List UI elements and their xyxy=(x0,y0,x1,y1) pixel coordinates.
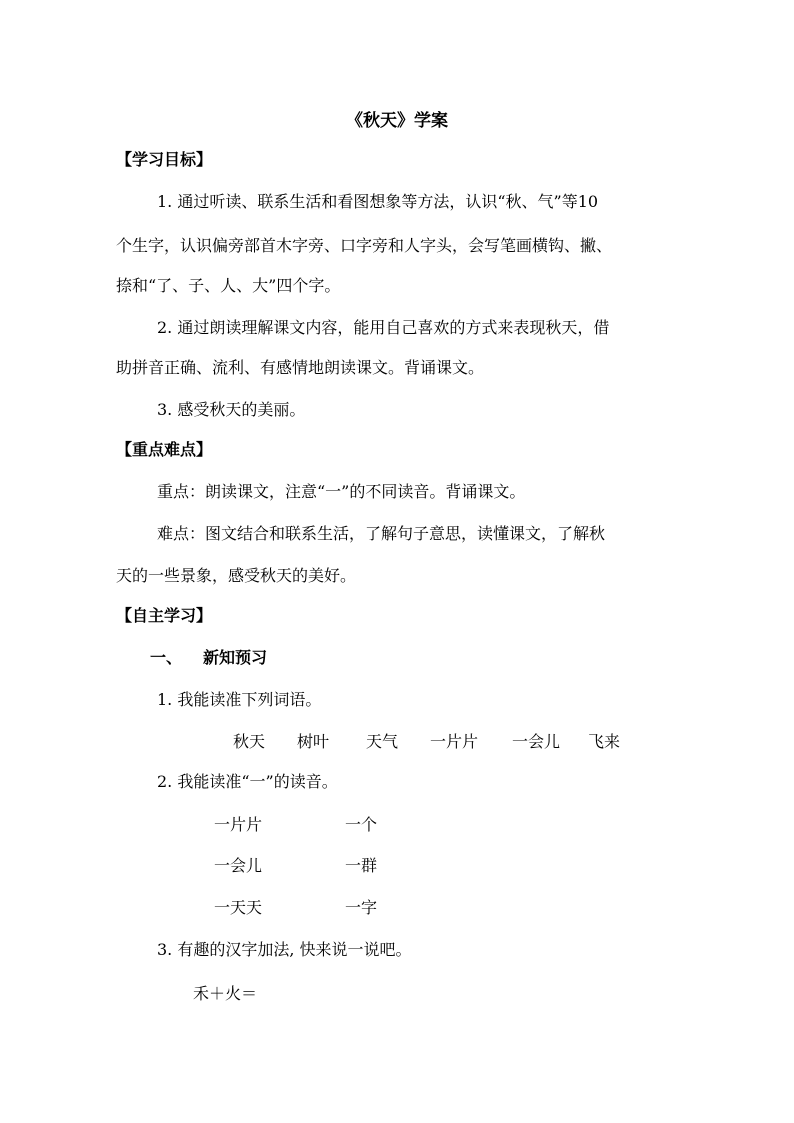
reading-word: 一片片 xyxy=(214,815,263,834)
reading-word: 一字 xyxy=(345,898,378,917)
question-3: 3. 有趣的汉字加法, 快来说一说吧。 xyxy=(157,940,412,959)
keypoint-difficulty-line-2: 天的一些景象，感受秋天的美好。 xyxy=(116,566,357,585)
part-1-number: 一、 xyxy=(150,648,183,667)
vocab-word: 树叶 xyxy=(297,732,330,751)
vocab-word: 飞来 xyxy=(588,732,621,751)
character-equation: 禾＋火＝ xyxy=(193,984,258,1003)
part-1-label: 新知预习 xyxy=(203,648,268,667)
vocab-word: 一会儿 xyxy=(512,732,561,751)
goal-1-line-3: 捺和“了、子、人、大”四个字。 xyxy=(116,276,341,295)
section-heading-goals: 【学习目标】 xyxy=(116,150,213,169)
keypoint-focus: 重点：朗读课文，注意“一”的不同读音。背诵课文。 xyxy=(157,482,526,501)
vocab-word: 秋天 xyxy=(233,732,266,751)
goal-2-line-1: 2. 通过朗读理解课文内容，能用自己喜欢的方式来表现秋天，借 xyxy=(157,318,610,337)
reading-word: 一个 xyxy=(345,815,378,834)
keypoint-difficulty-line-1: 难点：图文结合和联系生活，了解句子意思，读懂课文，了解秋 xyxy=(157,524,606,543)
reading-word: 一群 xyxy=(345,856,378,875)
goal-1-line-1: 1. 通过听读、联系生活和看图想象等方法，认识“秋、气”等10 xyxy=(157,192,599,211)
vocab-word: 天气 xyxy=(366,732,399,751)
goal-2-line-2: 助拼音正确、流利、有感情地朗读课文。背诵课文。 xyxy=(116,358,485,377)
reading-word: 一天天 xyxy=(214,898,263,917)
question-2: 2. 我能读准“一”的读音。 xyxy=(157,772,338,791)
goal-1-line-2: 个生字，认识偏旁部首木字旁、口字旁和人字头，会写笔画横钩、撇、 xyxy=(116,236,613,255)
goal-3: 3. 感受秋天的美丽。 xyxy=(157,400,306,419)
section-heading-keypoints: 【重点难点】 xyxy=(116,440,213,459)
vocab-word: 一片片 xyxy=(430,732,479,751)
reading-word: 一会儿 xyxy=(214,856,263,875)
question-1: 1. 我能读准下列词语。 xyxy=(157,690,322,709)
document-title: 《秋天》学案 xyxy=(346,111,448,131)
section-heading-self-study: 【自主学习】 xyxy=(116,606,213,625)
